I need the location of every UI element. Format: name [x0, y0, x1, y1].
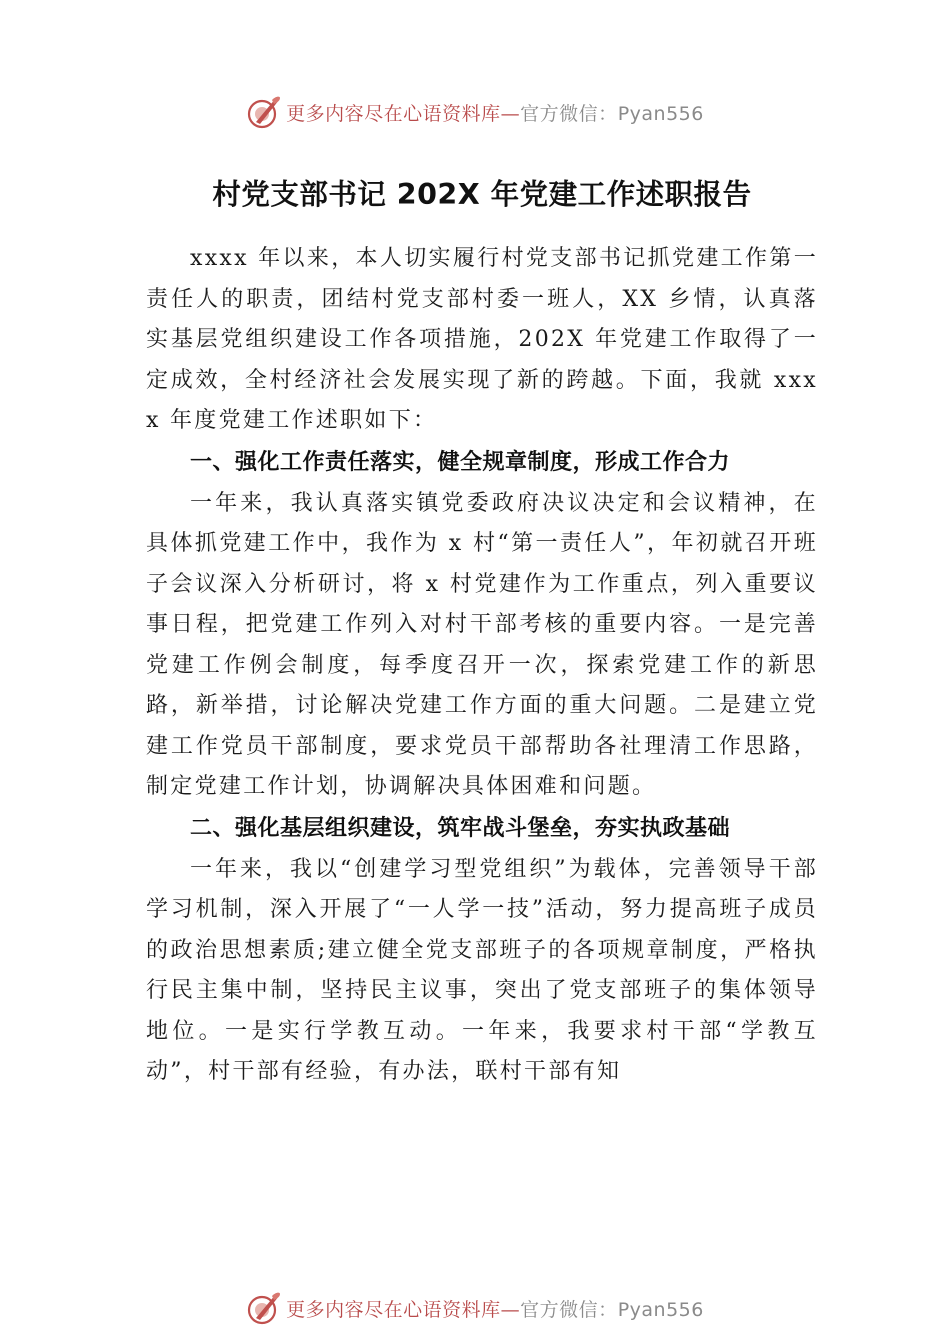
wechat-label: 官方微信：: [520, 1298, 618, 1321]
quill-seal-icon: [246, 94, 282, 130]
document-body: [146, 172, 818, 1093]
section-1-body: 一年来，我认真落实镇党委政府决议决定和会议精神，在具体抓党建工作中，我作为 x 村“第一责任人”，年初就召开班子会议深入分析研讨，将 x 村党建作为工作重点，列入重要议事日程，把党建工作列入对村干部考核的重要内容。一是完善党建工作例会制度，每季度召开一次，探索党建工作的新思路，新举措，讨论解决党建工作方面的重大问题。二是建立党建工作党员干部制度，要求党员干部帮助各社理清工作思路，制定党建工作计划，协调解决具体困难和问题。: [146, 490, 818, 799]
document-title: 村党支部书记 202X 年党建工作述职报告: [212, 178, 752, 211]
wechat-label: 官方微信：: [520, 102, 618, 125]
quill-seal-icon: [246, 1290, 282, 1326]
banner-separator: —: [500, 1298, 521, 1321]
wechat-id: Pyan556: [617, 1298, 704, 1321]
header-watermark-banner: [0, 92, 950, 132]
section-2-body: 一年来，我以“创建学习型党组织”为载体，完善领导干部学习机制，深入开展了“一人学一技”活动，努力提高班子成员的政治思想素质;建立健全党支部班子的各项规章制度，严格执行民主集中制，坚持民主议事，突出了党支部班子的集体领导地位。一是实行学教互动。一年来，我要求村干部“学教互动”，村干部有经验，有办法，联村干部有知: [146, 856, 818, 1084]
banner-text: 更多内容尽在心语资料库: [286, 1298, 501, 1321]
section-2-heading: 二、强化基层组织建设，筑牢战斗堡垒，夯实执政基础: [190, 815, 731, 841]
intro-paragraph: xxxx 年以来，本人切实履行村党支部书记抓党建工作第一责任人的职责，团结村党支部村委一班人，XX 乡情，认真落实基层党组织建设工作各项措施，202X 年党建工作取得了一定成效，全村经济社会发展实现了新的跨越。下面，我就 xxxx 年度党建工作述职如下：: [146, 246, 818, 433]
banner-text: 更多内容尽在心语资料库: [286, 102, 501, 125]
section-1-heading: 一、强化工作责任落实，健全规章制度，形成工作合力: [190, 449, 731, 475]
wechat-id: Pyan556: [617, 102, 704, 125]
banner-separator: —: [500, 102, 521, 125]
footer-watermark-banner: [0, 1288, 950, 1328]
